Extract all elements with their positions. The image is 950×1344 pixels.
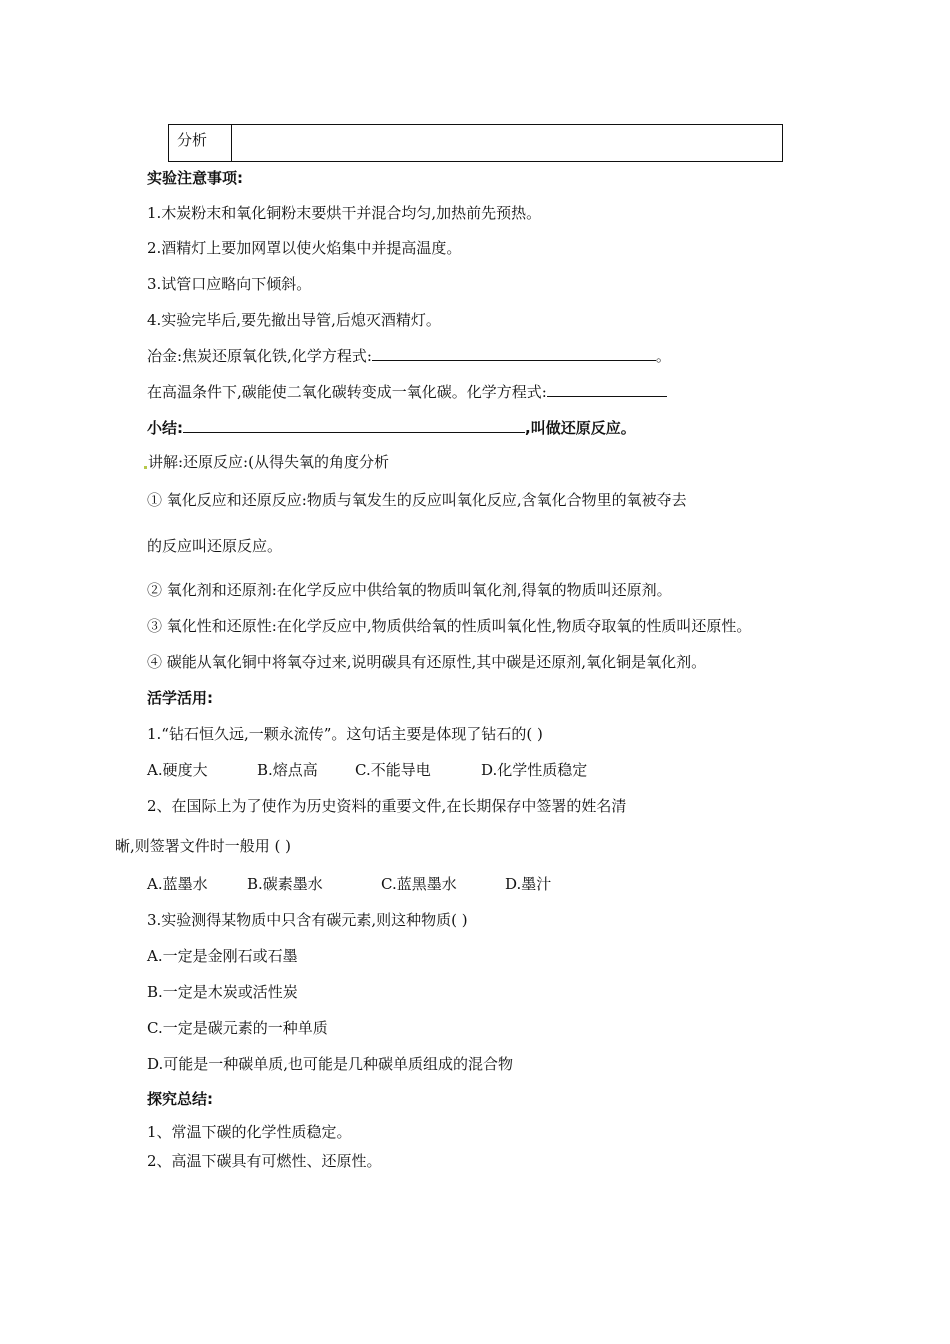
q1-option-d[interactable]: D.化学性质稳定 [481,761,588,779]
explain-line [143,452,389,472]
point-2: ② 氧化剂和还原剂:在化学反应中供给氧的物质叫氧化剂,得氧的物质叫还原剂。 [147,581,672,599]
note-4: 4.实验完毕后,要先撤出导管,后熄灭酒精灯。 [147,311,441,329]
q1-options [147,760,587,780]
note-3: 3.试管口应略向下倾斜。 [147,275,312,293]
co2-line [147,382,667,402]
q1-option-b[interactable]: B.熔点高 [257,761,318,779]
equation-blank-2[interactable] [547,382,667,397]
summary-end: ,叫做还原反应。 [525,419,636,437]
notes-heading: 实验注意事项: [147,169,243,187]
point-3: ③ 氧化性和还原性:在化学反应中,物质供给氧的性质叫氧化性,物质夺取氧的性质叫还原性。 [147,617,752,635]
metallurgy-end: 。 [655,347,671,365]
note-1: 1.木炭粉末和氧化铜粉末要烘干并混合均匀,加热前先预热。 [147,204,542,222]
analysis-table [168,124,783,162]
equation-blank-1[interactable] [372,346,656,361]
explain-text: 讲解:还原反应:(从得失氧的角度分析 [148,453,389,471]
q1-stem: 1.“钻石恒久远,一颗永流传”。这句话主要是体现了钻石的( ) [147,725,543,743]
q2-option-a[interactable]: A.蓝墨水 [147,875,208,893]
q2-option-c[interactable]: C.蓝黑墨水 [381,875,457,893]
note-2: 2.酒精灯上要加网罩以使火焰集中并提高温度。 [147,239,462,257]
conclusion-1: 1、常温下碳的化学性质稳定。 [147,1123,352,1141]
edit-mark [144,466,147,469]
point-4: ④ 碳能从氧化铜中将氧夺过来,说明碳具有还原性,其中碳是还原剂,氧化铜是氧化剂。 [147,653,707,671]
q2-options [147,874,551,894]
analysis-content [232,125,783,162]
conclusion-heading: 探究总结: [147,1090,213,1108]
point-1-cont: 的反应叫还原反应。 [147,537,283,555]
point-1: ① 氧化反应和还原反应:物质与氧发生的反应叫氧化反应,含氧化合物里的氧被夺去 [147,491,687,509]
q1-option-a[interactable]: A.硬度大 [147,761,208,779]
q1-option-c[interactable]: C.不能导电 [355,761,431,779]
q2-stem-2: 晰,则签署文件时一般用 ( ) [115,837,292,855]
q3-option-a[interactable]: A.一定是金刚石或石墨 [147,947,298,965]
practice-heading: 活学活用: [147,689,213,707]
conclusion-2: 2、高温下碳具有可燃性、还原性。 [147,1152,382,1170]
q3-stem: 3.实验测得某物质中只含有碳元素,则这种物质( ) [147,911,468,929]
q3-option-c[interactable]: C.一定是碳元素的一种单质 [147,1019,328,1037]
co2-text: 在高温条件下,碳能使二氧化碳转变成一氧化碳。化学方程式: [147,383,547,401]
q3-option-d[interactable]: D.可能是一种碳单质,也可能是几种碳单质组成的混合物 [147,1055,514,1073]
summary-label: 小结: [147,419,183,437]
q2-option-d[interactable]: D.墨汁 [505,875,552,893]
metallurgy-line [147,346,671,366]
q3-option-b[interactable]: B.一定是木炭或活性炭 [147,983,298,1001]
q2-option-b[interactable]: B.碳素墨水 [247,875,323,893]
summary-blank[interactable] [183,418,525,433]
metallurgy-text: 冶金:焦炭还原氧化铁,化学方程式: [147,347,372,365]
summary-line [147,418,636,438]
analysis-label: 分析 [169,125,232,162]
q2-stem-1: 2、在国际上为了使作为历史资料的重要文件,在长期保存中签署的姓名清 [147,797,627,815]
